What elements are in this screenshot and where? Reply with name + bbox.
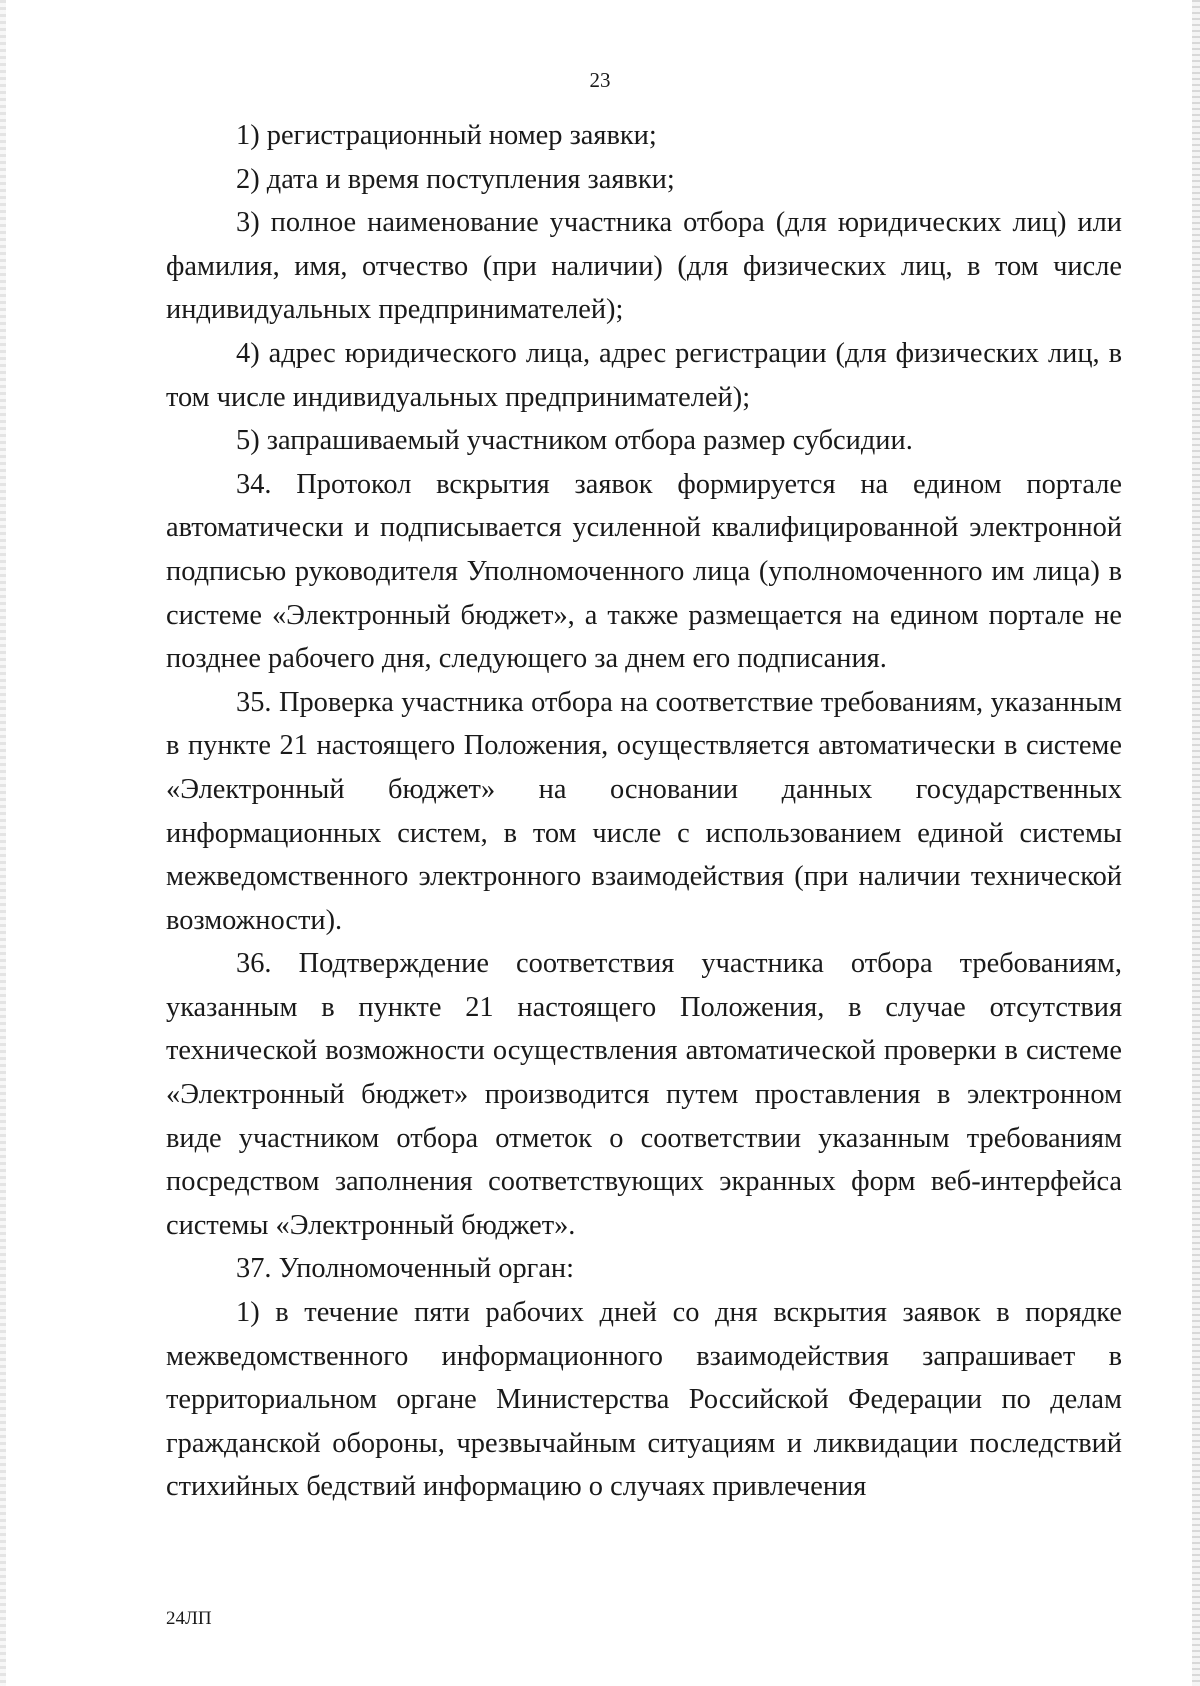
paragraph-item-5: 5) запрашиваемый участником отбора размер субсидии. — [236, 425, 913, 457]
scan-edge-right — [1192, 0, 1200, 1686]
paragraph-35: 35. Проверка участника отбора на соответствие требованиям, указанным в пункте 21 настоящего Положения, осуществляется автоматически в системе «Электронный бюджет» на основании данных государственных информационных систем, в том числе с использованием единой системы межведомственного электронного взаимодействия (при наличии технической возможности). — [166, 686, 1122, 936]
document-body — [166, 114, 1122, 1509]
paragraph-item-2: 2) дата и время поступления заявки; — [236, 163, 675, 195]
paragraph-36: 36. Подтверждение соответствия участника отбора требованиям, указанным в пункте 21 настоящего Положения, в случае отсутствия технической возможности осуществления автоматической проверки в системе «Электронный бюджет» производится путем проставления в электронном виде участником отбора отметок о соответствии указанным требованиям посредством заполнения соответствующих экранных форм веб-интерфейса системы «Электронный бюджет». — [166, 948, 1122, 1241]
paragraph-37-item-1: 1) в течение пяти рабочих дней со дня вскрытия заявок в порядке межведомственного информационного взаимодействия запрашивает в территориальном органе Министерства Российской Федерации по делам гражданской обороны, чрезвычайным ситуациям и ликвидации последствий стихийных бедствий информацию о случаях привлечения — [166, 1297, 1122, 1503]
paragraph-item-1: 1) регистрационный номер заявки; — [236, 120, 657, 151]
paragraph-item-3: 3) полное наименование участника отбора (для юридических лиц) или фамилия, имя, отчество (при наличии) (для физических лиц, в том числе индивидуальных предпринимателей); — [166, 207, 1122, 326]
paragraph-37: 37. Уполномоченный орган: — [236, 1253, 574, 1285]
scan-edge-left — [0, 0, 6, 1686]
paragraph-item-4: 4) адрес юридического лица, адрес регистрации (для физических лиц, в том числе индивидуальных предпринимателей); — [166, 337, 1122, 413]
footer-document-code: 24ЛП — [166, 1608, 212, 1629]
paragraph-34: 34. Протокол вскрытия заявок формируется на едином портале автоматически и подписывается усиленной квалифицированной электронной подписью руководителя Уполномоченного лица (уполномоченного им лица) в системе «Электронный бюджет», а также размещается на едином портале не позднее рабочего дня, следующего за днем его подписания. — [166, 468, 1122, 675]
page-number: 23 — [589, 68, 611, 92]
